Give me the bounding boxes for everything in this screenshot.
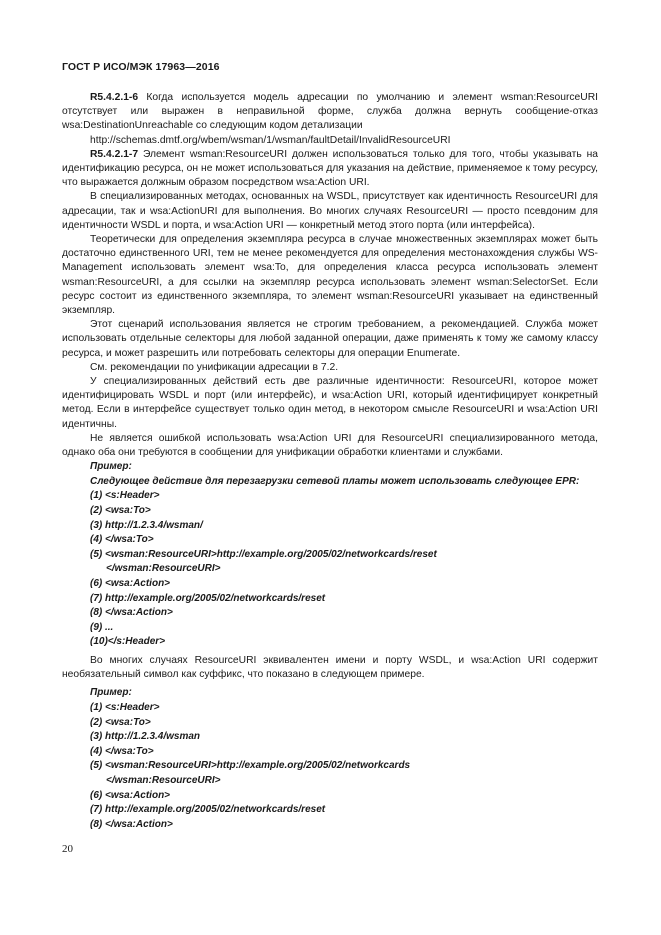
example-code-lines [62, 701, 598, 832]
example-code-lines [62, 489, 598, 650]
requirement-id: R5.4.2.1-7 [90, 148, 139, 160]
code-line: (1) <s:Header> [90, 490, 160, 502]
paragraph-text: Когда используется модель адресации по умолчанию и элемент wsman:ResourceURI отсутствует или выражен в неправильной форме, служба должна вернуть сообщение-отказ wsa:DestinationUnreachable со следующим кодом детализации [62, 92, 598, 132]
code-line: </wsman:ResourceURI> [106, 563, 221, 575]
paragraph [62, 91, 598, 134]
example-intro: Следующее действие для перезагрузки сетевой платы может использовать следующее EPR: [90, 475, 580, 487]
paragraph [62, 432, 598, 460]
code-line: (4) </wsa:To> [90, 534, 154, 546]
document-header: ГОСТ Р ИСО/МЭК 17963—2016 [62, 61, 220, 73]
code-line: (5) <wsman:ResourceURI>http://example.org/2005/02/networkcards [90, 760, 411, 772]
paragraph-text: Элемент wsman:ResourceURI должен использоваться только для того, чтобы указывать на идентификацию ресурса, он не может использоваться для указания на действие, применяемое к тому ресурсу, что выражается должным образом посредством wsa:Action URI. [62, 148, 598, 189]
page-number: 20 [62, 843, 73, 855]
code-line: (3) http://1.2.3.4/wsman [90, 731, 201, 743]
paragraph-text: Этот сценарий использования является не строгим требованием, а рекомендацией. Служба может использовать отдельные селекторы для любой заданной операции, даже применять к тому же самому классу ресурса, и может разрешить или потребовать селекторы для операции Enumerate. [62, 319, 598, 359]
detail-code-url: http://schemas.dmtf.org/wbem/wsman/1/wsman/faultDetail/InvalidResourceURI [90, 134, 451, 146]
example-label: Пример: [90, 687, 132, 699]
paragraph [62, 148, 598, 191]
paragraph [62, 233, 598, 318]
paragraph-text: У специализированных действий есть две различные идентичности: ResourceURI, которое может идентифицировать WSDL и порт (или интерфейс), и wsa:Action URI, который идентифицирует конкретный метод. Если в интерфейсе существует только один метод, в некотором смысле ResourceURI и wsa:Action URI идентичны. [62, 376, 598, 430]
code-line: (7) http://example.org/2005/02/networkcards/reset [90, 592, 326, 604]
paragraph-text: См. рекомендации по унификации адресации в 7.2. [90, 361, 339, 373]
paragraph-list [62, 91, 598, 460]
page-body [62, 91, 598, 832]
requirement-id: R5.4.2.1-6 [90, 92, 139, 103]
code-line: (8) </wsa:Action> [90, 607, 173, 619]
code-line: (10)</s:Header> [90, 636, 166, 648]
code-line: (2) <wsa:To> [90, 716, 151, 728]
paragraph: Во многих случаях ResourceURI эквивалентен имени и порту WSDL, и wsa:Action URI содержит необязательный символ как суффикс, что показано в следующем примере. [62, 655, 598, 681]
paragraph-text: Не является ошибкой использовать wsa:Action URI для ResourceURI специализированного метода, однако оба они требуются в сообщении для унификации обработки клиентами и службами. [62, 432, 598, 459]
code-line: (5) <wsman:ResourceURI>http://example.org/2005/02/networkcards/reset [90, 548, 437, 560]
code-line: (6) <wsa:Action> [90, 789, 171, 801]
paragraph-text: В специализированных методах, основанных на WSDL, присутствует как идентичность ResourceURI для адресации, так и wsa:ActionURI для выполнения. Во многих случаях ResourceURI — просто псевдоним для идентичности WSDL и порта, и wsa:Action URI — конкретный метод этого порта (или интерфейса). [62, 191, 598, 231]
code-line: (7) http://example.org/2005/02/networkcards/reset [90, 804, 326, 816]
paragraph [62, 375, 598, 432]
example-1 [62, 460, 598, 650]
paragraph [62, 318, 598, 361]
code-line: (1) <s:Header> [90, 702, 160, 713]
paragraph [62, 361, 598, 375]
code-line: (6) <wsa:Action> [90, 578, 171, 590]
code-line: (4) </wsa:To> [90, 745, 154, 757]
paragraph [62, 190, 598, 233]
code-line: </wsman:ResourceURI> [106, 774, 221, 786]
code-line: (3) http://1.2.3.4/wsman/ [90, 519, 203, 531]
example-2 [62, 686, 598, 832]
code-line: (2) <wsa:To> [90, 505, 151, 517]
code-line: (9) ... [90, 621, 114, 633]
example-label: Пример: [90, 461, 132, 473]
paragraph-text: Теоретически для определения экземпляра ресурса в случае множественных экземплярах может быть достаточно единственного URI, тем не менее рекомендуется для определения местонахождения службы WS-Management использовать элемент wsa:To, для определения класса ресурса использовать элемент wsman:ResourceURI, а для ссылки на экземпляр ресурса использовать элемент wsman:SelectorSet. Если ресурс состоит из единственного экземпляра, то элемент wsman:ResourceURI указывает на единственный экземпляр. [62, 234, 598, 317]
code-line: (8) </wsa:Action> [90, 818, 173, 830]
